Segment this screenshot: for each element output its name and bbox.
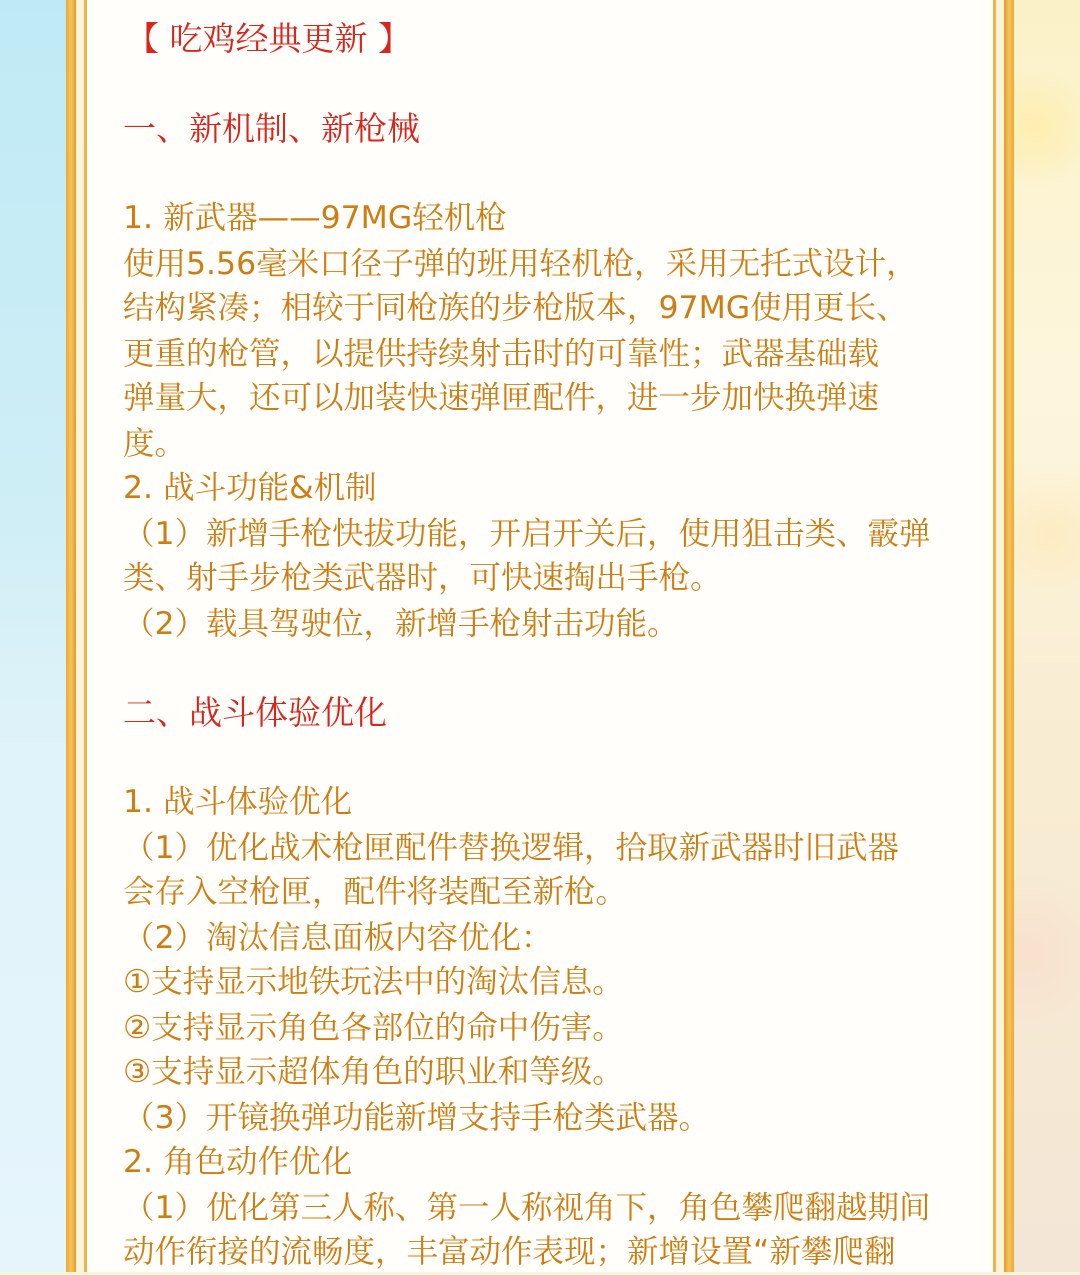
text-line: ③支持显示超体角色的职业和等级。 <box>123 1054 624 1090</box>
background-left-decoration <box>0 520 70 1272</box>
text-line: （1）优化第三人称、第一人称视角下，角色攀爬翻越期间 <box>123 1190 931 1226</box>
frame-left-inner-line <box>84 0 87 1272</box>
text-line: 度。 <box>123 426 187 462</box>
text-line: 更重的枪管，以提供持续射击时的可靠性；武器基础载 <box>123 336 880 372</box>
frame-left-border <box>66 0 76 1272</box>
bottom-edge <box>87 1262 993 1272</box>
text-line: （1）优化战术枪匣配件替换逻辑，拾取新武器时旧武器 <box>123 830 900 866</box>
text-line: 弹量大，还可以加装快速弹匣配件，进一步加快换弹速 <box>123 380 880 416</box>
text-line: （1）新增手枪快拔功能，开启开关后，使用狙击类、霰弹 <box>123 516 931 552</box>
section-title-1: 一、新机制、新枪械 <box>123 109 420 148</box>
background-right-glow <box>1004 0 1080 1272</box>
text-line: 2. 战斗功能&机制 <box>123 470 377 506</box>
text-line: 动作衔接的流畅度，丰富动作表现；新增设置“新攀爬翻 <box>123 1234 896 1270</box>
text-line: 使用5.56毫米口径子弹的班用轻机枪，采用无托式设计， <box>123 246 918 282</box>
article-header: 【 吃鸡经典更新 】 <box>126 19 411 58</box>
text-line: 会存入空枪匣，配件将装配至新枪。 <box>123 874 628 910</box>
text-line: 1. 新武器——97MG轻机枪 <box>123 200 507 236</box>
section-title-2: 二、战斗体验优化 <box>123 693 387 732</box>
text-line: ①支持显示地铁玩法中的淘汰信息。 <box>123 964 624 1000</box>
text-line: （2）淘汰信息面板内容优化： <box>123 920 553 956</box>
frame-right-border <box>1004 0 1014 1272</box>
text-line: 结构紧凑；相较于同枪族的步枪版本，97MG使用更长、 <box>123 290 908 326</box>
frame-right-inner-line <box>993 0 996 1272</box>
text-line: 类、射手步枪类武器时，可快速掏出手枪。 <box>123 560 722 596</box>
text-line: 2. 角色动作优化 <box>123 1144 353 1180</box>
text-line: ②支持显示角色各部位的命中伤害。 <box>123 1010 624 1046</box>
text-line: 1. 战斗体验优化 <box>123 784 353 820</box>
text-line: （2）载具驾驶位，新增手枪射击功能。 <box>123 606 679 642</box>
text-line: （3）开镜换弹功能新增支持手枪类武器。 <box>123 1100 711 1136</box>
